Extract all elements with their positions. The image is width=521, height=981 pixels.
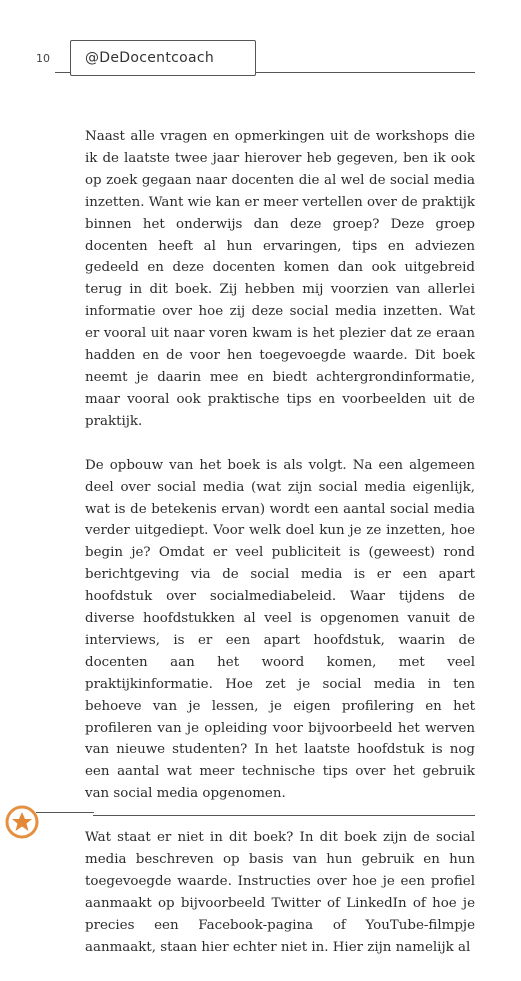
running-header-title: @DeDocentcoach xyxy=(85,50,215,66)
page-number: 10 xyxy=(36,52,50,65)
paragraph-1: Naast alle vragen en opmerkingen uit de workshops die ik de laatste twee jaar hierover heb gegeven, ben ik ook op zoek gegaan naar docenten die al wel de social media inzetten. Want wie kan er meer vertellen over de praktijk binnen het onderwijs dan deze groep? Deze groep docenten heeft al hun ervaringen, tips en adviezen gedeeld en deze docenten komen dan ook uitgebreid terug in dit boek. Zij hebben mij voorzien van allerlei informatie over hoe zij deze social media inzetten. Wat er vooral uit naar voren kwam is het plezier dat ze eraan hadden en de voor hen toegevoegde waarde. Dit boek neemt je daarin mee en biedt achtergrondinformatie, maar vooral ook praktische tips en voorbeelden uit de praktijk. xyxy=(85,129,475,429)
paragraph-2: De opbouw van het boek is als volgt. Na een algemeen deel over social media (wat zijn social media eigenlijk, wat is de betekenis ervan) wordt een aantal social media verder uitgediept. Voor welk doel kun je ze inzetten, hoe begin je? Omdat er veel publiciteit is (geweest) rond berichtgeving via de social media is er een apart hoofdstuk over socialmediabeleid. Waar tijdens de diverse hoofdstukken al veel is opgenomen vanuit de interviews, is er een apart hoofdstuk, waarin de docenten aan het woord komen, met veel praktijkinformatie. Hoe zet je social media in ten behoeve van je lessen, je eigen profilering en het profileren van je opleiding voor bijvoorbeeld het werven van nieuwe studenten? In het laatste hoofdstuk is nog een aantal wat meer technische tips over het gebruik van social media opgenomen. xyxy=(85,457,475,802)
footer-rule-left xyxy=(36,812,94,813)
paragraph-3: Wat staat er niet in dit boek? In dit boek zijn de social media beschreven op basis van hun gebruik en hun toegevoegde waarde. Instructies over hoe je een profiel aanmaakt op bijvoorbeeld Twitter of LinkedIn of hoe je precies een Facebook-pagina of YouTube-filmpje aanmaakt, staan hier echter niet in. Hier zijn namelijk al xyxy=(85,830,475,955)
running-header-box xyxy=(70,40,256,76)
star-logo-icon xyxy=(0,800,42,840)
body-text xyxy=(85,126,475,981)
footer-rule xyxy=(93,815,475,816)
